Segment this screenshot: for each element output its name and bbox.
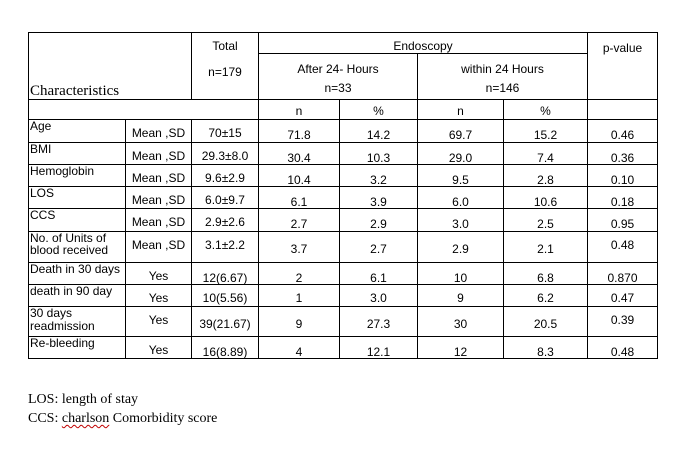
row-pvalue: 0.39 — [588, 307, 658, 337]
characteristics-header: Characteristics — [30, 83, 120, 99]
total-header: Total — [212, 39, 238, 53]
after-24-header: After 24- Hours — [297, 62, 379, 76]
table-row — [29, 232, 658, 263]
row-within-n: 69.7 — [418, 120, 504, 143]
row-within-n: 9 — [418, 285, 504, 307]
pvalue-col-spacer — [588, 100, 658, 120]
row-total: 6.0±9.7 — [192, 187, 259, 209]
row-within-pct: 2.5 — [504, 209, 588, 232]
row-within-pct: 15.2 — [504, 120, 588, 143]
row-after-pct: 12.1 — [340, 337, 418, 359]
endoscopy-header: Endoscopy — [393, 39, 453, 53]
row-within-pct: 6.8 — [504, 263, 588, 285]
row-after-pct: 10.3 — [340, 143, 418, 165]
total-n: n=179 — [208, 65, 242, 79]
row-within-pct: 6.2 — [504, 285, 588, 307]
row-total: 3.1±2.2 — [192, 232, 259, 263]
after-pct-col-header: % — [340, 100, 418, 120]
row-within-pct: 10.6 — [504, 187, 588, 209]
row-label: LOS — [29, 187, 126, 209]
row-label: Death in 30 days — [29, 263, 126, 285]
row-total: 10(5.56) — [192, 285, 259, 307]
pvalue-header-cell — [588, 33, 658, 100]
footnote-ccs-charlson: charlson — [61, 411, 110, 426]
after-24-n: n=33 — [324, 80, 352, 95]
row-after-pct: 3.0 — [340, 285, 418, 307]
after-n-col-header: n — [259, 100, 340, 120]
row-after-n: 3.7 — [259, 232, 340, 263]
row-stat: Mean ,SD — [126, 143, 192, 165]
row-label: 30 days readmission — [29, 307, 126, 337]
row-total: 39(21.67) — [192, 307, 259, 337]
after-24-header-cell — [259, 54, 418, 78]
row-total: 29.3±8.0 — [192, 143, 259, 165]
pvalue-header: p-value — [602, 41, 643, 55]
row-within-n: 6.0 — [418, 187, 504, 209]
row-stat: Mean ,SD — [126, 187, 192, 209]
within-n-col-header: n — [418, 100, 504, 120]
row-pvalue: 0.95 — [588, 209, 658, 232]
footnote-ccs-prefix: CCS: — [28, 411, 62, 426]
row-pvalue: 0.870 — [588, 263, 658, 285]
row-total: 9.6±2.9 — [192, 165, 259, 187]
row-after-n: 6.1 — [259, 187, 340, 209]
row-stat: Mean ,SD — [126, 120, 192, 143]
row-stat: Yes — [126, 263, 192, 285]
after-24-n-cell — [259, 78, 418, 100]
row-within-n: 9.5 — [418, 165, 504, 187]
within-24-n: n=146 — [485, 80, 520, 95]
row-after-pct: 6.1 — [340, 263, 418, 285]
row-stat: Mean ,SD — [126, 209, 192, 232]
endoscopy-header-cell — [259, 33, 588, 54]
row-within-n: 2.9 — [418, 232, 504, 263]
row-within-pct: 2.8 — [504, 165, 588, 187]
row-after-pct: 3.2 — [340, 165, 418, 187]
row-after-pct: 2.7 — [340, 232, 418, 263]
row-pvalue: 0.10 — [588, 165, 658, 187]
row-after-n: 9 — [259, 307, 340, 337]
row-within-pct: 7.4 — [504, 143, 588, 165]
row-within-n: 30 — [418, 307, 504, 337]
row-total: 12(6.67) — [192, 263, 259, 285]
row-within-pct: 20.5 — [504, 307, 588, 337]
row-label: Re-bleeding — [29, 337, 126, 359]
row-after-n: 10.4 — [259, 165, 340, 187]
footnote-ccs-rest: Comorbidity score — [109, 411, 218, 426]
row-after-n: 1 — [259, 285, 340, 307]
within-pct-col-header: % — [504, 100, 588, 120]
row-pvalue: 0.46 — [588, 120, 658, 143]
row-pvalue: 0.48 — [588, 337, 658, 359]
within-24-n-cell — [418, 78, 588, 100]
table-row — [29, 120, 658, 143]
row-label: Age — [29, 120, 126, 143]
row-label: CCS — [29, 209, 126, 232]
row-stat: Mean ,SD — [126, 165, 192, 187]
table-row — [29, 307, 658, 337]
within-24-header: within 24 Hours — [461, 62, 544, 76]
row-stat: Yes — [126, 337, 192, 359]
within-24-header-cell — [418, 54, 588, 78]
row-stat: Yes — [126, 285, 192, 307]
row-after-pct: 14.2 — [340, 120, 418, 143]
row-after-pct: 3.9 — [340, 187, 418, 209]
table-row — [29, 285, 658, 307]
table-row — [29, 143, 658, 165]
footnote-los: LOS: length of stay — [28, 392, 139, 407]
row-label: No. of Units of blood received — [29, 232, 126, 263]
row-label: BMI — [29, 143, 126, 165]
row-within-pct: 8.3 — [504, 337, 588, 359]
table-row — [29, 209, 658, 232]
row-within-n: 10 — [418, 263, 504, 285]
row-pvalue: 0.36 — [588, 143, 658, 165]
row-after-n: 2 — [259, 263, 340, 285]
row-label: Hemoglobin — [29, 165, 126, 187]
total-header-cell — [192, 33, 259, 100]
row-stat: Yes — [126, 307, 192, 337]
footnote-ccs — [28, 409, 217, 428]
table-row — [29, 337, 658, 359]
footnotes — [28, 390, 217, 428]
characteristics-header-cell — [29, 33, 192, 100]
row-after-n: 71.8 — [259, 120, 340, 143]
row-after-n: 30.4 — [259, 143, 340, 165]
table-row — [29, 187, 658, 209]
subheader-spacer — [29, 100, 259, 120]
characteristics-table — [28, 32, 658, 359]
table-row — [29, 165, 658, 187]
row-total: 2.9±2.6 — [192, 209, 259, 232]
row-total: 16(8.89) — [192, 337, 259, 359]
row-pvalue: 0.47 — [588, 285, 658, 307]
row-pvalue: 0.48 — [588, 232, 658, 263]
row-pvalue: 0.18 — [588, 187, 658, 209]
row-within-n: 3.0 — [418, 209, 504, 232]
row-total: 70±15 — [192, 120, 259, 143]
row-after-n: 4 — [259, 337, 340, 359]
row-after-pct: 2.9 — [340, 209, 418, 232]
row-after-pct: 27.3 — [340, 307, 418, 337]
row-within-n: 29.0 — [418, 143, 504, 165]
row-within-n: 12 — [418, 337, 504, 359]
row-stat: Mean ,SD — [126, 232, 192, 263]
row-within-pct: 2.1 — [504, 232, 588, 263]
row-label: death in 90 day — [29, 285, 126, 307]
row-after-n: 2.7 — [259, 209, 340, 232]
table-row — [29, 263, 658, 285]
